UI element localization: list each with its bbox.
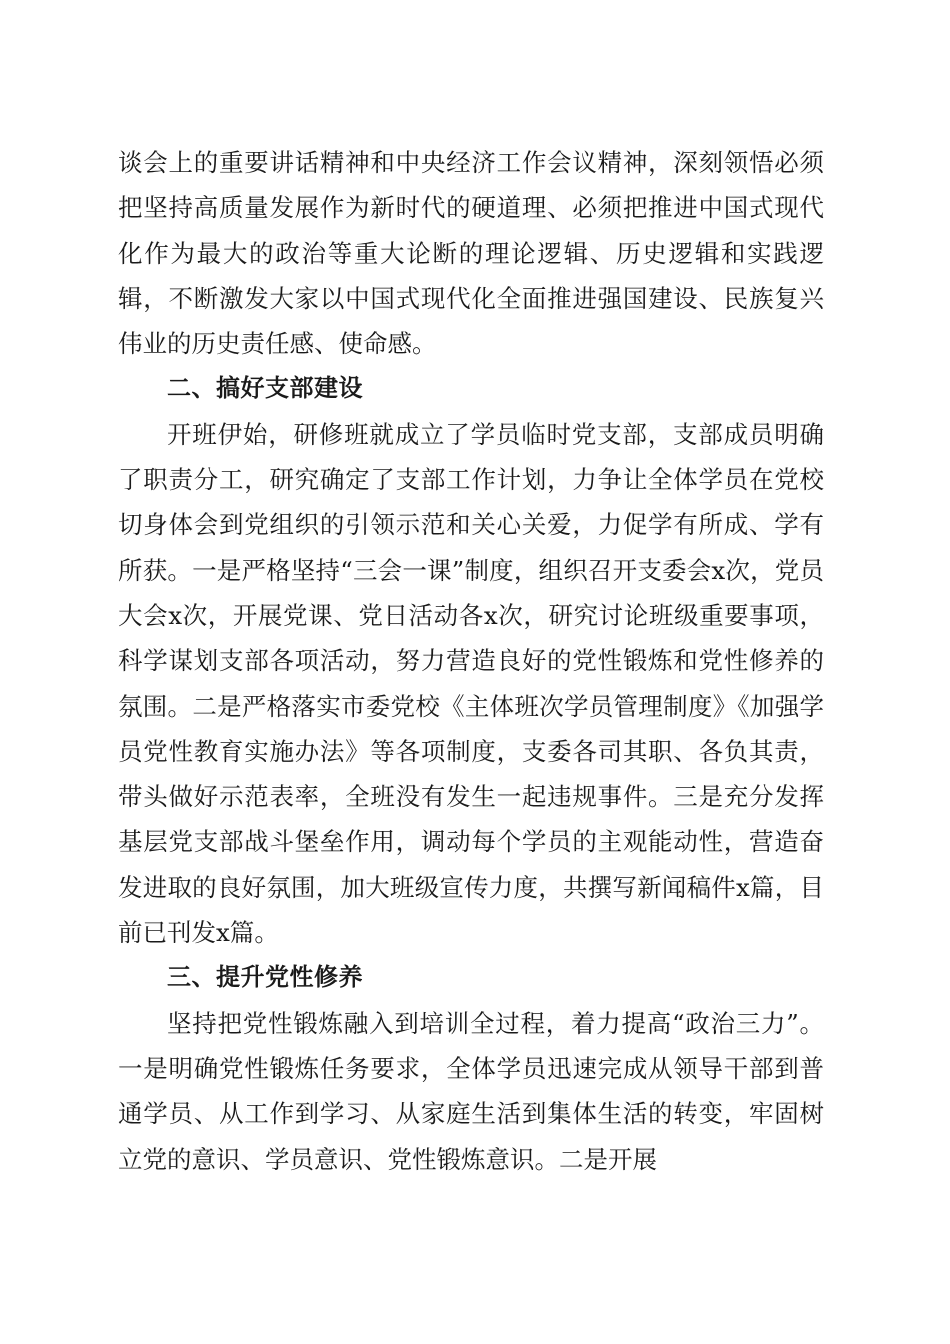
section-heading-branch-building: 二、搞好支部建设 [167, 374, 363, 403]
document-body [118, 140, 824, 1182]
paragraph-continuation: 谈会上的重要讲话精神和中央经济工作会议精神，深刻领悟必须把坚持高质量发展作为新时代的硬道理、必须把推进中国式现代化作为最大的政治等重大论断的理论逻辑、历史逻辑和实践逻辑，不断激发大家以中国式现代化全面推进强国建设、民族复兴伟业的历史责任感、使命感。 [118, 148, 824, 359]
paragraph-party-spirit: 坚持把党性锻炼融入到培训全过程，着力提高“政治三力”。一是明确党性锻炼任务要求，全体学员迅速完成从领导干部到普通学员、从工作到学习、从家庭生活到集体生活的转变，牢固树立党的意识、学员意识、党性锻炼意识。二是开展 [118, 1008, 824, 1174]
section-heading-party-spirit: 三、提升党性修养 [167, 963, 363, 992]
paragraph-branch-building: 开班伊始，研修班就成立了学员临时党支部，支部成员明确了职责分工，研究确定了支部工作计划，力争让全体学员在党校切身体会到党组织的引领示范和关心关爱，力促学有所成、学有所获。一是严格坚持“三会一课”制度，组织召开支委会x次，党员大会x次，开展党课、党日活动各x次，研究讨论班级重要事项，科学谋划支部各项活动，努力营造良好的党性锻炼和党性修养的氛围。二是严格落实市委党校《主体班次学员管理制度》《加强学员党性教育实施办法》等各项制度，支委各司其职、各负其责，带头做好示范表率，全班没有发生一起违规事件。三是充分发挥基层党支部战斗堡垒作用，调动每个学员的主观能动性，营造奋发进取的良好氛围，加大班级宣传力度，共撰写新闻稿件x篇，目前已刊发x篇。 [118, 419, 824, 948]
